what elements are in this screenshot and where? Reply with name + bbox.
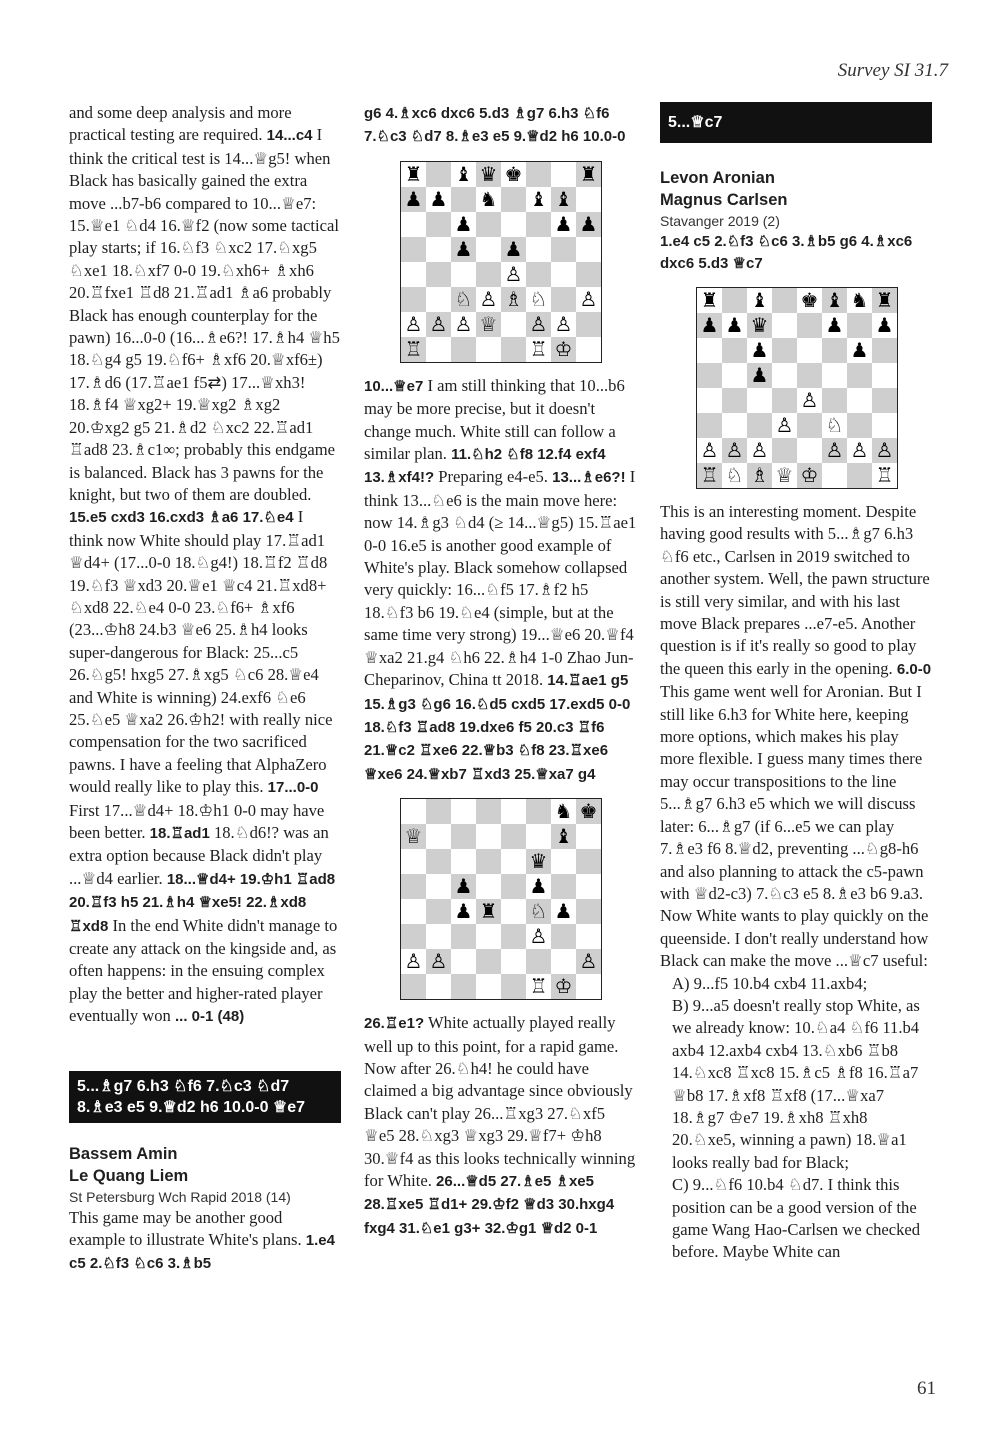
board-square <box>722 288 747 313</box>
variation-a: A) 9...f5 10.b4 cxb4 11.axb4; <box>672 973 868 993</box>
white-knight-icon: ♘ <box>526 899 551 924</box>
board-square <box>576 974 601 999</box>
board-square <box>476 799 501 824</box>
board-square <box>822 338 847 363</box>
board-square <box>426 162 451 187</box>
white-rook-icon: ♖ <box>401 337 426 362</box>
board-square <box>576 899 601 924</box>
commentary-text: This is an interesting moment. Despite having good results with 5...♗g7 6.h3 ♘f6 etc., Carlsen in 2019 switched to another system. Well, the pawn structure is still very similar, and with his last move Black prepares ...e7-e5. Another question is if it's really so good to play the queen this early in the opening. <box>660 502 930 678</box>
board-square <box>551 287 576 312</box>
board-square <box>476 337 501 362</box>
col2-paragraph-2 <box>364 375 638 786</box>
board-square <box>847 313 872 338</box>
board-square <box>401 237 426 262</box>
col3-paragraph-1 <box>660 501 932 973</box>
board-square <box>526 799 551 824</box>
board-square <box>872 338 897 363</box>
board-square <box>426 262 451 287</box>
white-knight-icon: ♘ <box>451 287 476 312</box>
col1-paragraph-2 <box>69 1207 341 1276</box>
board-square <box>847 388 872 413</box>
white-pawn-icon: ♙ <box>501 262 526 287</box>
white-pawn-icon: ♙ <box>797 388 822 413</box>
survey-header: Survey SI 31.7 <box>837 60 948 81</box>
board-square <box>426 287 451 312</box>
board-square <box>476 212 501 237</box>
board-square <box>822 363 847 388</box>
white-rook-icon: ♖ <box>872 463 897 488</box>
board-square <box>401 287 426 312</box>
black-player-1: Le Quang Liem <box>69 1166 189 1185</box>
white-pawn-icon: ♙ <box>451 312 476 337</box>
black-pawn-icon: ♟ <box>722 313 747 338</box>
board-square <box>847 363 872 388</box>
variation-b: B) 9...a5 doesn't really stop White, as we already know: 10.♘a4 ♘f6 11.b4 axb4 12.axb4 cxb4 13.♘xb6 ♖b8 14.♘xc8 ♖xc8 15.♗c5 ♗f8 16.♖a7 ♕b8 17.♗xf8 ♖xf8 (17...♕xa7 18.♗g7 ♔e7 19.♗xh8 ♖xh8 20.♘xe5, winning a pawn) 18.♕a1 looks really bad for Black; <box>672 995 920 1172</box>
board-square <box>697 363 722 388</box>
black-bishop-icon: ♝ <box>747 288 772 313</box>
board-square <box>501 312 526 337</box>
board-square <box>551 874 576 899</box>
board-square <box>501 849 526 874</box>
board-square <box>501 974 526 999</box>
white-pawn-icon: ♙ <box>822 438 847 463</box>
board-square <box>501 899 526 924</box>
black-pawn-icon: ♟ <box>872 313 897 338</box>
board-square <box>451 949 476 974</box>
board-square <box>476 237 501 262</box>
commentary-text: In the end White didn't manage to create any attack on the kingside and, as often happens: in the ensuing complex play the better and higher-rated player eventually won <box>69 915 338 1026</box>
board-square <box>501 824 526 849</box>
board-square <box>451 824 476 849</box>
board-square <box>697 413 722 438</box>
black-bishop-icon: ♝ <box>822 288 847 313</box>
board-square <box>501 799 526 824</box>
commentary-text: I think 13...♘e6 is the main move here: now 14.♗g3 ♘d4 (≥ 14...♕g5) 15.♖ae1 0-0 16.e5 is another good example of White's play. Black somehow collapsed very quickly: 16...♘f5 17.♗f2 h5 18.♘f3 b6 19.♘e4 (simple, but at the same time very strong) 19...♕e6 20.♕f4 ♕xa2 21.g4 ♘h6 22.♗h4 1-0 Zhao Jun-Cheparinov, China tt 2018. <box>364 467 637 690</box>
board-square <box>426 212 451 237</box>
black-queen-icon: ♛ <box>476 162 501 187</box>
commentary-text: and some deep analysis and more practical testing are required. <box>69 103 292 145</box>
white-rook-icon: ♖ <box>697 463 722 488</box>
board-square <box>576 874 601 899</box>
board-square <box>551 162 576 187</box>
board-square <box>526 824 551 849</box>
black-pawn-icon: ♟ <box>451 899 476 924</box>
board-square <box>576 237 601 262</box>
board-square <box>697 388 722 413</box>
black-king-icon: ♚ <box>501 162 526 187</box>
commentary-text: White actually played really well up to this point, for a rapid game. Now after 26.♘h4! he could have claimed a big advantage since obviously Black can't play 26...♖xg3 27.♘xf5 ♕e5 28.♘xg3 ♕xg3 29.♕f7+ ♔h8 30.♕f4 as this looks technically winning for White. <box>364 1013 636 1190</box>
bold-moves: 18.♖ad1 <box>149 825 210 842</box>
board-square <box>747 388 772 413</box>
white-pawn-icon: ♙ <box>401 312 426 337</box>
white-pawn-icon: ♙ <box>551 312 576 337</box>
board-square <box>576 262 601 287</box>
board-square <box>772 313 797 338</box>
white-pawn-icon: ♙ <box>722 438 747 463</box>
board-square <box>847 413 872 438</box>
black-pawn-icon: ♟ <box>451 212 476 237</box>
board-square <box>772 288 797 313</box>
board-square <box>476 924 501 949</box>
board-square <box>426 824 451 849</box>
board-square <box>722 338 747 363</box>
board-square <box>476 262 501 287</box>
chess-diagram-3 <box>696 287 898 489</box>
white-pawn-icon: ♙ <box>526 924 551 949</box>
bold-moves: 13...♗e6?! <box>552 469 626 487</box>
black-bishop-icon: ♝ <box>451 162 476 187</box>
bold-moves: ... 0-1 (48) <box>175 1008 245 1026</box>
column-1 <box>69 102 341 1276</box>
black-knight-icon: ♞ <box>476 187 501 212</box>
black-pawn-icon: ♟ <box>551 899 576 924</box>
board-square <box>772 438 797 463</box>
board-square <box>747 413 772 438</box>
commentary-text: I am still thinking that 10...b6 may be more precise, but it doesn't change much. White still can follow a similar plan. <box>364 375 625 464</box>
board-square <box>576 312 601 337</box>
bold-moves: 1.e4 c5 2.♘f3 ♘c6 3.♗b5 <box>69 1232 335 1273</box>
board-square <box>722 388 747 413</box>
board-square <box>872 363 897 388</box>
black-rook-icon: ♜ <box>476 899 501 924</box>
black-king-icon: ♚ <box>797 288 822 313</box>
white-knight-icon: ♘ <box>822 413 847 438</box>
board-square <box>426 874 451 899</box>
white-player-2: Levon Aronian <box>660 169 775 187</box>
black-pawn-icon: ♟ <box>501 237 526 262</box>
black-queen-icon: ♛ <box>526 849 551 874</box>
black-pawn-icon: ♟ <box>747 363 772 388</box>
board-square <box>576 824 601 849</box>
white-player-1: Bassem Amin <box>69 1144 178 1163</box>
bold-moves: 14.♖ae1 g5 15.♗g3 ♘g6 16.♘d5 cxd5 17.exd5 0-0 18.♘f3 ♖ad8 19.dxe6 f5 20.c3 ♖f6 21.♕c2 ♖xe6 22.♕b3 ♘f8 23.♖xe6 ♕xe6 24.♕xb7 ♖xd3 25.♕xa7 g4 <box>364 672 631 783</box>
board-square <box>722 363 747 388</box>
white-pawn-icon: ♙ <box>747 438 772 463</box>
board-square <box>526 262 551 287</box>
board-square <box>401 262 426 287</box>
board-square <box>576 337 601 362</box>
board-square <box>401 799 426 824</box>
black-pawn-icon: ♟ <box>747 338 772 363</box>
white-bishop-icon: ♗ <box>501 287 526 312</box>
event-2: Stavanger 2019 (2) <box>660 213 780 229</box>
commentary-text: I think now White should play 17.♖ad1 ♕d4+ (17...0-0 18.♘g4!) 18.♖f2 ♖d8 19.♘f3 ♕xd3 20.♕e1 ♕c4 21.♖xd8+ ♘xd8 22.♘e4 0-0 23.♘f6+ ♗xf6 (23...♔h8 24.b3 ♕e6 25.♗h4 looks super-dangerous for Black: 25...c5 26.♘g5! hxg5 27.♗xg5 ♘c6 28.♕e4 and White is winning) 24.exf6 ♘e6 25.♘e5 ♕xa2 26.♔h2! with really nice compensation for the two sacrificed pawns. I have a feeling that AlphaZero would really like to play this. <box>69 507 333 797</box>
board-square <box>526 162 551 187</box>
white-pawn-icon: ♙ <box>526 312 551 337</box>
board-square <box>401 874 426 899</box>
board-square <box>501 337 526 362</box>
board-square <box>551 237 576 262</box>
black-pawn-icon: ♟ <box>822 313 847 338</box>
board-square <box>526 212 551 237</box>
board-square <box>426 924 451 949</box>
white-pawn-icon: ♙ <box>426 949 451 974</box>
board-square <box>872 388 897 413</box>
black-pawn-icon: ♟ <box>551 212 576 237</box>
black-rook-icon: ♜ <box>576 162 601 187</box>
commentary-text: 18.♘d6!? was an extra option because Black didn't play ...♕d4 earlier. <box>69 823 329 888</box>
chess-diagram-2 <box>400 798 602 1000</box>
white-pawn-icon: ♙ <box>576 949 601 974</box>
board-square <box>797 338 822 363</box>
bold-moves: 11.♘h2 ♘f8 12.f4 exf4 13.♗xf4!? <box>364 446 606 487</box>
black-pawn-icon: ♟ <box>697 313 722 338</box>
commentary-text: First 17...♕d4+ 18.♔h1 0-0 may have been better. <box>69 800 325 842</box>
board-square <box>401 212 426 237</box>
white-pawn-icon: ♙ <box>401 949 426 974</box>
board-square <box>576 187 601 212</box>
board-square <box>426 237 451 262</box>
board-square <box>426 974 451 999</box>
column-2 <box>364 102 638 1240</box>
white-rook-icon: ♖ <box>526 337 551 362</box>
board-square <box>822 463 847 488</box>
black-queen-icon: ♛ <box>747 313 772 338</box>
col2-paragraph-3 <box>364 1012 638 1240</box>
bold-moves: 14...c4 <box>266 127 313 145</box>
variation-c: C) 9...♘f6 10.b4 ♘d7. I think this position can be a good version of the game Wang Hao-Carlsen we checked before. Maybe White can <box>672 1175 921 1262</box>
white-king-icon: ♔ <box>797 463 822 488</box>
white-knight-icon: ♘ <box>526 287 551 312</box>
board-square <box>722 413 747 438</box>
white-queen-icon: ♕ <box>772 463 797 488</box>
black-rook-icon: ♜ <box>872 288 897 313</box>
board-square <box>476 949 501 974</box>
board-square <box>426 337 451 362</box>
board-square <box>426 899 451 924</box>
black-rook-icon: ♜ <box>697 288 722 313</box>
board-square <box>797 438 822 463</box>
white-pawn-icon: ♙ <box>697 438 722 463</box>
white-pawn-icon: ♙ <box>476 287 501 312</box>
board-square <box>501 874 526 899</box>
commentary-text: This game went well for Aronian. But I still like 6.h3 for White here, keeping more options, which makes his play more flexible. I guess many times there may occur transpositions to the line 5...♗g7 6.h3 e5 which we will discuss later: 6...♗g7 (if 6...e5 we can play 7.♗e3 f6 8.♕d2, preventing ...♘g8-h6 and also planning to attack the c5-pawn with ♕d2-c3) 7.♘c3 e5 8.♗e3 b6 9.a3. Now White wants to play quickly on the queenside. I don't really understand how Black can make the move ...♕c7 useful: <box>660 682 929 971</box>
board-square <box>426 799 451 824</box>
game-moves-2: 1.e4 c5 2.♘f3 ♘c6 3.♗b5 g6 4.♗xc6 dxc6 5.d3 ♕c7 <box>660 233 913 272</box>
bold-moves: 15.e5 cxd3 16.cxd3 ♗a6 17.♘e4 <box>69 509 294 527</box>
board-square <box>772 363 797 388</box>
board-square <box>551 949 576 974</box>
white-queen-icon: ♕ <box>401 824 426 849</box>
black-knight-icon: ♞ <box>551 799 576 824</box>
white-pawn-icon: ♙ <box>772 413 797 438</box>
bold-moves: 10...♕e7 <box>364 377 424 395</box>
col2-paragraph-1 <box>364 102 638 149</box>
board-square <box>476 849 501 874</box>
board-square <box>501 924 526 949</box>
line-heading-1: 5...♗g7 6.h3 ♘f6 7.♘c3 ♘d7 8.♗e3 e5 9.♕d2 h6 10.0-0 ♕e7 <box>69 1071 341 1123</box>
white-pawn-icon: ♙ <box>426 312 451 337</box>
board-square <box>401 849 426 874</box>
white-pawn-icon: ♙ <box>576 287 601 312</box>
board-square <box>451 974 476 999</box>
board-square <box>451 262 476 287</box>
black-pawn-icon: ♟ <box>576 212 601 237</box>
white-knight-icon: ♘ <box>722 463 747 488</box>
white-pawn-icon: ♙ <box>872 438 897 463</box>
black-player-2: Magnus Carlsen <box>660 191 788 209</box>
board-square <box>551 924 576 949</box>
black-bishop-icon: ♝ <box>526 187 551 212</box>
board-square <box>576 849 601 874</box>
black-pawn-icon: ♟ <box>526 874 551 899</box>
bold-moves: 18...♕d4+ 19.♔h1 ♖ad8 20.♖f3 h5 21.♗h4 ♕xe5! 22.♗xd8 ♖xd8 <box>69 870 336 935</box>
board-square <box>451 187 476 212</box>
bold-moves: 26...♕d5 27.♗e5 ♗xe5 28.♖xe5 ♖d1+ 29.♔f2 ♕d3 30.hxg4 fxg4 31.♘e1 g3+ 32.♔g1 ♕d2 0-1 <box>364 1172 615 1237</box>
board-square <box>451 849 476 874</box>
board-square <box>576 924 601 949</box>
board-square <box>401 899 426 924</box>
board-square <box>501 187 526 212</box>
board-square <box>872 413 897 438</box>
board-square <box>451 924 476 949</box>
board-square <box>526 949 551 974</box>
board-square <box>697 338 722 363</box>
black-pawn-icon: ♟ <box>401 187 426 212</box>
black-knight-icon: ♞ <box>847 288 872 313</box>
board-square <box>847 463 872 488</box>
board-square <box>476 974 501 999</box>
board-square <box>401 924 426 949</box>
board-square <box>476 824 501 849</box>
board-square <box>772 388 797 413</box>
col1-paragraph-1 <box>69 102 341 1029</box>
commentary-text: This game may be another good example to illustrate White's plans. <box>69 1207 306 1250</box>
black-pawn-icon: ♟ <box>451 237 476 262</box>
board-square <box>797 413 822 438</box>
event-1: St Petersburg Wch Rapid 2018 (14) <box>69 1188 291 1205</box>
board-square <box>501 949 526 974</box>
line-heading-2: 5...♕c7 <box>660 102 932 143</box>
board-square <box>551 262 576 287</box>
black-pawn-icon: ♟ <box>847 338 872 363</box>
bold-moves: 17...0-0 <box>267 779 319 797</box>
board-square <box>797 363 822 388</box>
board-square <box>451 337 476 362</box>
board-square <box>451 799 476 824</box>
black-rook-icon: ♜ <box>401 162 426 187</box>
board-square <box>822 388 847 413</box>
white-bishop-icon: ♗ <box>747 463 772 488</box>
commentary-text: I think the critical test is 14...♕g5! when Black has basically gained the extra move ...b7-b6 compared to 10...♕e7: 15.♕e1 ♘d4 16.♕f2 (now some tactical play starts; if 16.♘f3 ♘xc2 17.♘xg5 ♘xe1 18.♘xf7 0-0 19.♘xh6+ ♗xh6 20.♖fxe1 ♖d8 21.♖ad1 ♗a6 probably Black has enough counterplay for the pawn) 16...0-0 (16...♗e6?! 17.♗h4 ♕h5 18.♘g4 g5 19.♘f6+ ♗xf6 20.♕xf6±) 17.♗d6 (17.♖ae1 f5⇄) 17...♕xh3! 18.♗f4 ♕xg2+ 19.♕xg2 ♗xg2 20.♔xg2 g5 21.♗d2 ♘xc2 22.♖ad1 ♖ad8 23.♗c1∞; probably this endgame is balanced. Black has 3 pawns for the knight, but two of them are doubled. <box>69 125 340 504</box>
board-square <box>401 974 426 999</box>
bold-moves: g6 4.♗xc6 dxc6 5.d3 ♗g7 6.h3 ♘f6 7.♘c3 ♘d7 8.♗e3 e5 9.♕d2 h6 10.0-0 <box>364 105 626 146</box>
white-king-icon: ♔ <box>551 974 576 999</box>
bold-moves: 26.♖e1? <box>364 1015 425 1033</box>
black-king-icon: ♚ <box>576 799 601 824</box>
black-bishop-icon: ♝ <box>551 187 576 212</box>
black-pawn-icon: ♟ <box>451 874 476 899</box>
black-bishop-icon: ♝ <box>551 824 576 849</box>
board-square <box>476 874 501 899</box>
black-pawn-icon: ♟ <box>426 187 451 212</box>
white-king-icon: ♔ <box>551 337 576 362</box>
board-square <box>797 313 822 338</box>
board-square <box>526 237 551 262</box>
white-queen-icon: ♕ <box>476 312 501 337</box>
bold-moves: 6.0-0 <box>896 660 932 678</box>
board-square <box>551 849 576 874</box>
page-number: 61 <box>917 1378 936 1399</box>
board-square <box>772 338 797 363</box>
chess-diagram-1 <box>400 161 602 363</box>
white-pawn-icon: ♙ <box>847 438 872 463</box>
white-rook-icon: ♖ <box>526 974 551 999</box>
board-square <box>501 212 526 237</box>
board-square <box>426 849 451 874</box>
column-3 <box>660 102 932 1264</box>
commentary-text: Preparing e4-e5. <box>434 467 553 487</box>
